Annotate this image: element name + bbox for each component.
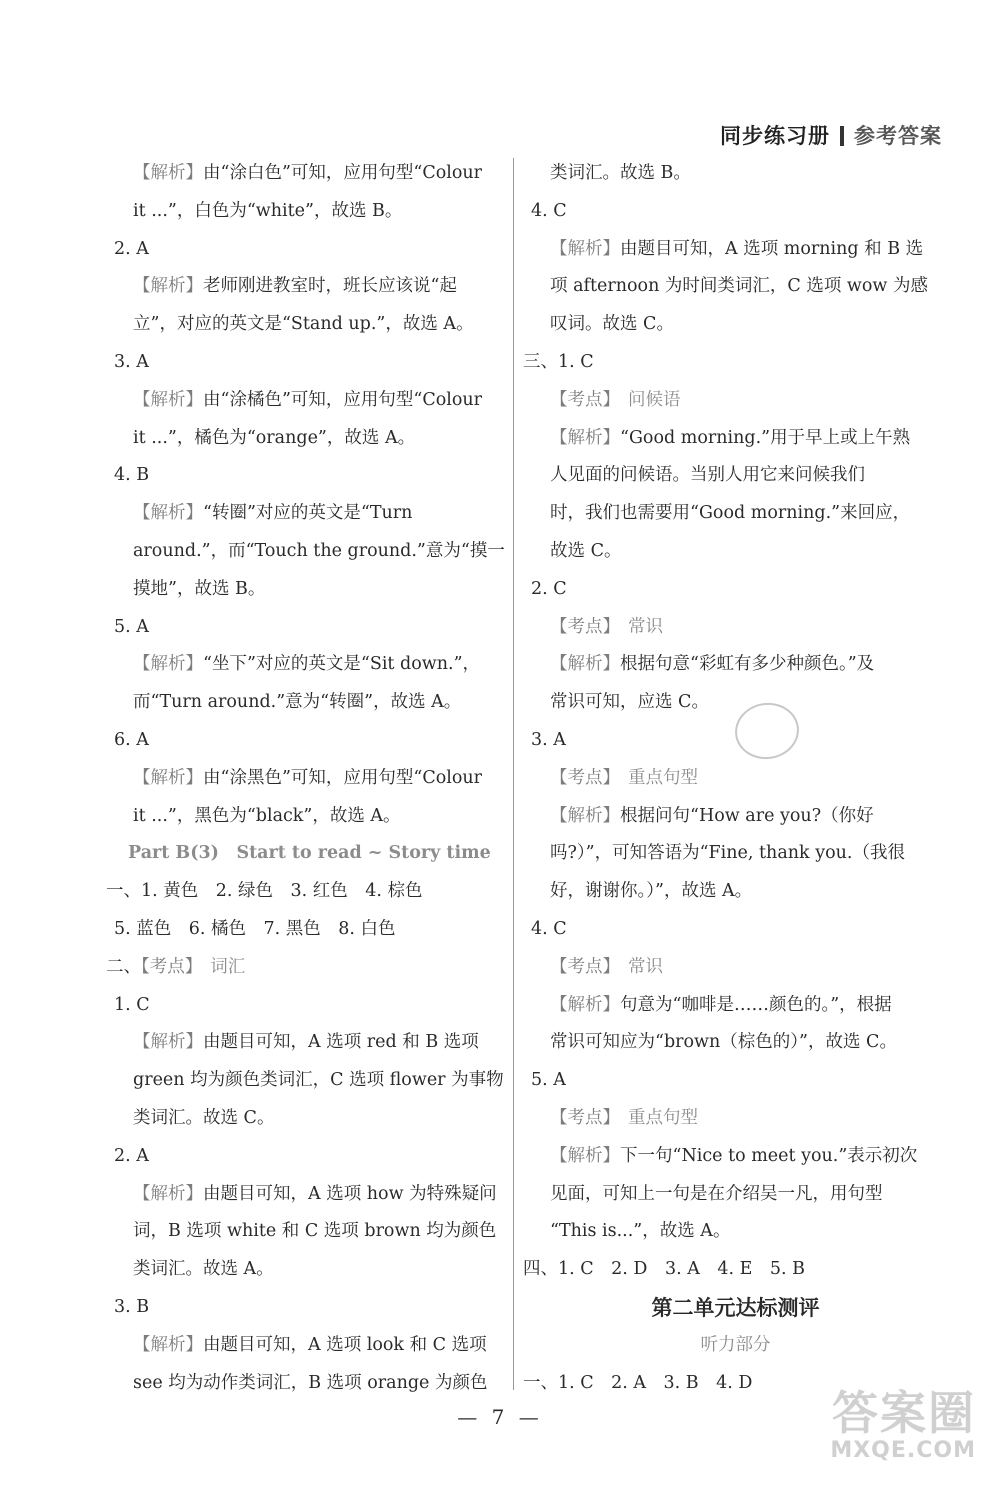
text-line (523, 344, 948, 382)
line-text: 根据句意“彩虹有多少种颜色。”及 (620, 654, 875, 675)
topic-label: 词汇 (210, 956, 246, 977)
topic-label: 常识 (628, 616, 663, 637)
text-line (106, 987, 506, 1025)
text-line (106, 1138, 506, 1176)
site-watermark (801, 1388, 976, 1473)
text-line (523, 268, 948, 306)
page-header (720, 120, 942, 150)
topic-label: 重点句型 (628, 1107, 698, 1128)
bracket-tag: 【解析】 (550, 238, 620, 259)
line-text: 2. C (531, 578, 567, 599)
bracket-tag: 【解析】 (133, 1183, 203, 1204)
line-text: 5. A (531, 1070, 566, 1091)
text-line (523, 533, 948, 571)
text-line (106, 1100, 506, 1138)
line-text: “转圈”对应的英文是“Turn (203, 503, 413, 524)
text-line (106, 760, 506, 798)
text-line (523, 609, 948, 647)
text-line (106, 495, 506, 533)
line-text: 词，B 选项 white 和 C 选项 brown 均为颜色 (133, 1221, 497, 1242)
text-line (106, 1024, 506, 1062)
watermark-logo-text: 答案圈 (832, 1386, 976, 1440)
text-line (106, 722, 506, 760)
line-text: 类词汇。故选 A。 (133, 1259, 274, 1280)
topic-label: 常识 (628, 956, 663, 977)
bracket-tag: 【解析】 (133, 1334, 203, 1355)
text-line (106, 609, 506, 647)
header-divider (840, 126, 844, 146)
text-line (106, 344, 506, 382)
text-line (523, 1100, 948, 1138)
topic-label: 重点句型 (628, 767, 698, 788)
line-text: 4. C (531, 200, 567, 221)
text-line (106, 1327, 506, 1365)
text-line (106, 1213, 506, 1251)
text-line (523, 306, 948, 344)
line-text: around.”，而“Touch the ground.”意为“摸一 (133, 540, 505, 561)
line-text: 叹词。故选 C。 (550, 314, 674, 335)
text-line (106, 533, 506, 571)
line-text: 常识可知应为“brown（棕色的）”，故选 C。 (550, 1032, 897, 1053)
text-line (523, 949, 948, 987)
text-line (523, 571, 948, 609)
answer-key-label: 参考答案 (854, 124, 942, 148)
text-line (106, 798, 506, 836)
bracket-tag: 【解析】 (133, 389, 203, 410)
line-text: 一、1. 黄色 2. 绿色 3. 红色 4. 棕色 (106, 881, 423, 902)
line-text: “Good morning.”用于早上或上午熟 (620, 427, 911, 448)
text-line (523, 835, 948, 873)
line-text: 听力部分 (700, 1334, 771, 1355)
text-line (523, 495, 948, 533)
text-line (523, 457, 948, 495)
line-text: 下一句“Nice to meet you.”表示初次 (620, 1145, 918, 1166)
bracket-tag: 【解析】 (133, 654, 203, 675)
line-text: green 均为颜色类词汇，C 选项 flower 为事物 (133, 1070, 504, 1091)
text-line (106, 1176, 506, 1214)
watermark-domain: MXQE.COM (830, 1438, 976, 1463)
text-line (106, 1251, 506, 1289)
line-text: 3. B (114, 1296, 150, 1317)
bracket-tag: 【解析】 (133, 503, 203, 524)
text-line (106, 646, 506, 684)
bracket-tag: 【解析】 (133, 767, 203, 788)
text-line (106, 155, 506, 193)
text-line (523, 193, 948, 231)
bracket-tag: 【解析】 (550, 427, 620, 448)
line-text: see 均为动作类词汇，B 选项 orange 为颜色 (133, 1372, 488, 1393)
text-line (106, 382, 506, 420)
text-line (106, 1062, 506, 1100)
left-column (106, 155, 506, 1402)
bracket-tag: 【考点】 (550, 1107, 620, 1128)
line-text: 老师刚进教室时，班长应该说“起 (203, 276, 457, 297)
text-line (523, 155, 948, 193)
bracket-tag: 【考点】 (550, 389, 620, 410)
text-line (523, 1138, 948, 1176)
line-text: 四、1. C 2. D 3. A 4. E 5. B (523, 1259, 805, 1280)
line-text: 5. 蓝色 6. 橘色 7. 黑色 8. 白色 (114, 918, 396, 939)
line-text: 立”，对应的英文是“Stand up.”，故选 A。 (133, 314, 474, 335)
line-text: “坐下”对应的英文是“Sit down.”， (203, 654, 481, 675)
text-line (106, 193, 506, 231)
text-line (106, 911, 506, 949)
line-text: 项 afternoon 为时间类词汇，C 选项 wow 为感 (550, 276, 928, 297)
line-text: “This is...”，故选 A。 (550, 1221, 731, 1242)
bracket-tag: 【解析】 (550, 805, 620, 826)
text-line (523, 873, 948, 911)
right-column (523, 155, 948, 1402)
line-text: 时，我们也需要用“Good morning.”来回应， (550, 503, 911, 524)
text-line (106, 231, 506, 269)
text-line (106, 306, 506, 344)
text-line (523, 760, 948, 798)
bracket-tag: 【解析】 (550, 1145, 620, 1166)
text-line (106, 873, 506, 911)
bracket-tag: 【考点】 (141, 956, 203, 977)
line-text: 好，谢谢你。）”，故选 A。 (550, 881, 753, 902)
line-text: 类词汇。故选 B。 (550, 163, 691, 183)
line-text: Part B(3) Start to read ~ Story time (128, 843, 491, 864)
book-title: 同步练习册 (720, 124, 830, 148)
line-text: 2. A (114, 1145, 149, 1166)
text-line (523, 911, 948, 949)
text-line (106, 1289, 506, 1327)
text-line (523, 1251, 948, 1289)
text-line (106, 949, 506, 987)
text-line (106, 571, 506, 609)
line-text: 根据问句“How are you?（你好 (620, 805, 874, 826)
bracket-tag: 【解析】 (550, 994, 620, 1015)
line-text: 3. A (114, 351, 149, 372)
text-line (106, 268, 506, 306)
line-text: 由题目可知，A 选项 morning 和 B 选 (620, 238, 924, 259)
text-line (523, 798, 948, 836)
line-text: 人见面的问候语。当别人用它来问候我们 (550, 465, 865, 486)
text-line (523, 1024, 948, 1062)
text-line (523, 231, 948, 269)
line-text: 见面，可知上一句是在介绍吴一凡，用句型 (550, 1183, 883, 1204)
bracket-tag: 【考点】 (550, 767, 620, 788)
line-text: 由题目可知，A 选项 look 和 C 选项 (203, 1334, 487, 1355)
line-text: 2. A (114, 238, 149, 259)
line-text: it ...”，橘色为“orange”，故选 A。 (133, 427, 416, 448)
line-text: 第二单元达标测评 (651, 1294, 820, 1320)
line-text: 一、1. C 2. A 3. B 4. D (523, 1372, 753, 1393)
text-line (106, 835, 506, 873)
line-text: 由“涂白色”可知，应用句型“Colour (203, 163, 483, 183)
line-text: 5. A (114, 616, 149, 637)
page-number: — 7 — (457, 1405, 543, 1429)
bracket-tag: 【解析】 (550, 654, 620, 675)
line-text: 类词汇。故选 C。 (133, 1107, 275, 1128)
line-text: 故选 C。 (550, 540, 622, 561)
text-line (523, 420, 948, 458)
text-line (523, 1289, 948, 1327)
text-line (106, 684, 506, 722)
topic-label: 问候语 (628, 389, 681, 410)
line-text: 6. A (114, 729, 149, 750)
text-line (523, 684, 948, 722)
line-text: it ...”，白色为“white”，故选 B。 (133, 200, 403, 221)
line-text: 而“Turn around.”意为“转圈”，故选 A。 (133, 692, 462, 713)
bracket-tag: 【解析】 (133, 163, 203, 183)
bracket-tag: 【解析】 (133, 276, 203, 297)
text-line (106, 420, 506, 458)
bracket-tag: 【考点】 (550, 616, 620, 637)
text-line (523, 646, 948, 684)
text-line (523, 1213, 948, 1251)
line-text: 吗?）”，可知答语为“Fine, thank you.（我很 (550, 843, 905, 864)
line-text: 3. A (531, 729, 566, 750)
text-line (523, 1176, 948, 1214)
text-line (523, 987, 948, 1025)
line-text: 由题目可知，A 选项 red 和 B 选项 (203, 1032, 479, 1053)
text-line (523, 382, 948, 420)
line-text: 4. C (531, 918, 567, 939)
line-text: 常识可知，应选 C。 (550, 692, 709, 713)
text-line (106, 457, 506, 495)
line-text: 二、 (106, 956, 141, 977)
line-text: 由“涂黑色”可知，应用句型“Colour (203, 767, 483, 788)
line-text: 由“涂橘色”可知，应用句型“Colour (203, 389, 483, 410)
column-divider (513, 158, 514, 1390)
bracket-tag: 【考点】 (550, 956, 620, 977)
text-line (523, 1327, 948, 1365)
line-text: 句意为“咖啡是……颜色的。”，根据 (620, 994, 892, 1015)
text-line (523, 1062, 948, 1100)
line-text: 4. B (114, 465, 150, 486)
line-text: 由题目可知，A 选项 how 为特殊疑问 (203, 1183, 497, 1204)
text-line (106, 1365, 506, 1403)
line-text: it ...”，黑色为“black”，故选 A。 (133, 805, 401, 826)
line-text: 1. C (114, 994, 150, 1015)
bracket-tag: 【解析】 (133, 1032, 203, 1053)
line-text: 三、1. C (523, 351, 594, 372)
line-text: 摸地”，故选 B。 (133, 578, 266, 599)
